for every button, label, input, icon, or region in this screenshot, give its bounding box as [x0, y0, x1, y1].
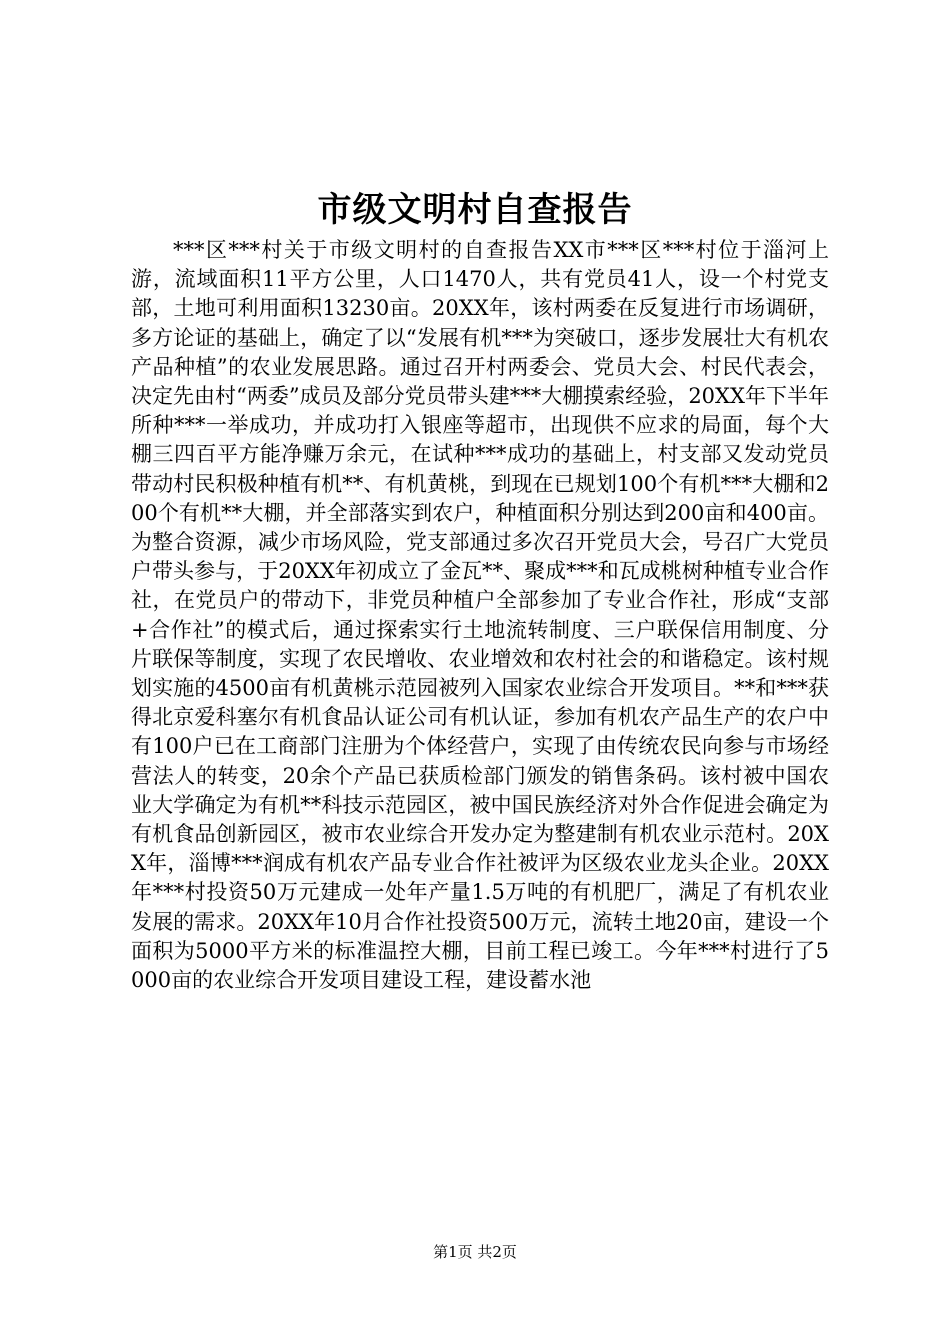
page-footer: 第1页 共2页	[433, 1243, 517, 1261]
page-title: 市级文明村自查报告	[317, 190, 633, 230]
body-paragraph: ***区***村关于市级文明村的自查报告XX市***区***村位于淄河上游，流域面积11平方公里，人口1470人，共有党员41人，设一个村党支部，土地可利用面积13230亩。20XX年，该村两委在反复进行市场调研，多方论证的基础上，确定了以“发展有机***为突破口，逐步发展壮大有机农产品种植”的农业发展思路。通过召开村两委会、党员大会、村民代表会，决定先由村“两委”成员及部分党员带头建***大棚摸索经验，20XX年下半年所种***一举成功，并成功打入银座等超市，出现供不应求的局面，每个大棚三四百平方能净赚万余元，在试种***成功的基础上，村支部又发动党员带动村民积极种植有机**、有机黄桃，到现在已规划100个有机***大棚和200个有机**大棚，并全部落实到农户，种植面积分别达到200亩和400亩。为整合资源，减少市场风险，党支部通过多次召开党员大会，号召广大党员户带头参与，于20XX年初成立了金瓦**、聚成***和瓦成桃树种植专业合作社，在党员户的带动下，非党员种植户全部参加了专业合作社，形成“支部+合作社”的模式后，通过探索实行土地流转制度、三户联保信用制度、分片联保等制度，实现了农民增收、农业增效和农村社会的和谐稳定。该村规划实施的4500亩有机黄桃示范园被列入国家农业综合开发项目。**和***获得北京爱科塞尔有机食品认证公司有机认证，参加有机农产品生产的农户中有100户已在工商部门注册为个体经营户，实现了由传统农民向参与市场经营法人的转变，20余个产品已获质检部门颁发的销售条码。该村被中国农业大学确定为有机**科技示范园区，被中国民族经济对外合作促进会确定为有机食品创新园区，被市农业综合开发办定为整建制有机农业示范村。20XX年，淄博***润成有机农产品专业合作社被评为区级农业龙头企业。20XX年***村投资50万元建成一处年产量1.5万吨的有机肥厂，满足了有机农业发展的需求。20XX年10月合作社投资500万元，流转土地20亩，建设一个面积为5000平方米的标准温控大棚，目前工程已竣工。今年***村进行了5000亩的农业综合开发项目建设工程，建设蓄水池	[131, 238, 829, 993]
